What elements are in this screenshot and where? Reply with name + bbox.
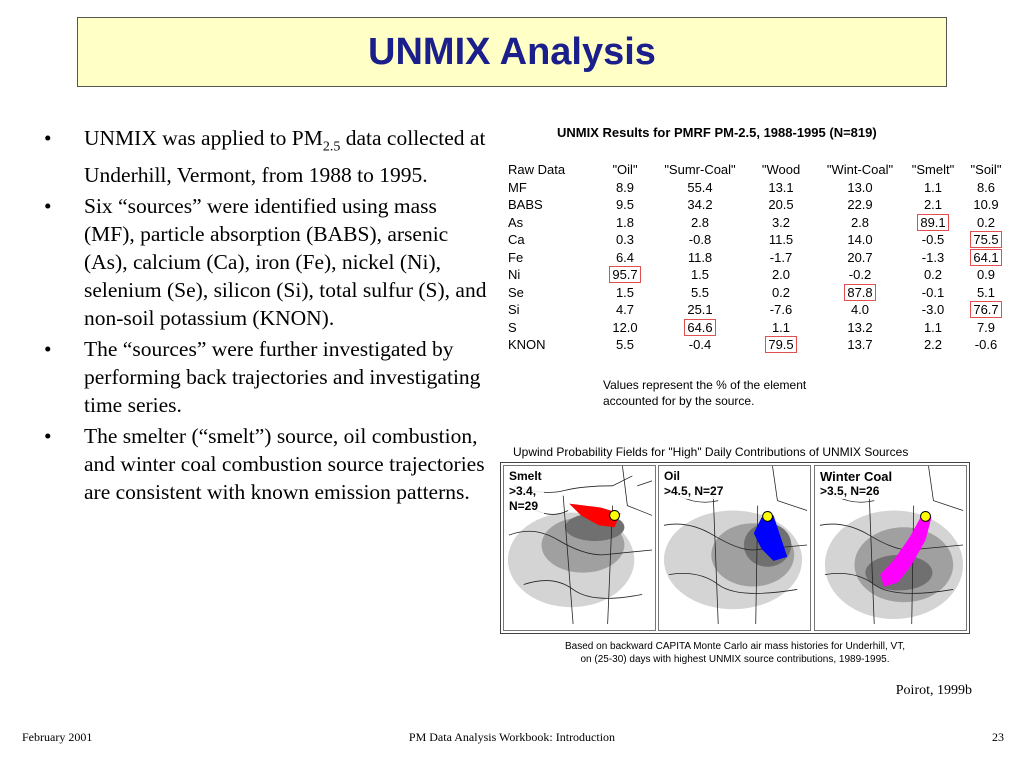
- cell-value: -3.0: [921, 302, 945, 317]
- cell-value: 4.7: [615, 302, 635, 317]
- map-label-line: Oil: [664, 469, 681, 483]
- table-cell: [904, 336, 962, 354]
- site-marker: [921, 511, 931, 521]
- table-cell: [816, 196, 904, 214]
- table-header-cell: "Soil": [970, 162, 1002, 177]
- cell-value: 34.2: [687, 197, 713, 212]
- map-winter-coal: [814, 465, 967, 631]
- table-cell: [816, 266, 904, 284]
- cell-value: -1.7: [769, 249, 793, 265]
- row-label: Fe: [508, 249, 524, 265]
- table-cell: [904, 179, 962, 197]
- cell-value: 1.8: [615, 214, 635, 230]
- cell-value: 5.5: [615, 337, 635, 352]
- cell-value: 13.2: [847, 319, 873, 335]
- title-box: [77, 17, 947, 87]
- table-cell: [654, 266, 746, 284]
- table-header-cell: "Wint-Coal": [826, 162, 894, 177]
- table-cell: [746, 214, 816, 232]
- table-cell: [746, 231, 816, 249]
- cell-value: 9.5: [615, 197, 635, 212]
- map-smelt: [503, 465, 656, 631]
- cell-value: 2.8: [850, 214, 870, 230]
- map-label-smelt: [507, 469, 544, 514]
- table-row: [500, 284, 1010, 302]
- bullet-item: [44, 124, 489, 189]
- row-label: Se: [508, 284, 524, 300]
- cell-value: 87.8: [844, 284, 875, 301]
- cell-value: 6.4: [615, 249, 635, 265]
- cell-value: 20.7: [847, 249, 873, 265]
- table-cell: [904, 301, 962, 319]
- table-cell: [654, 336, 746, 354]
- table-cell: [816, 179, 904, 197]
- table-row: [500, 319, 1010, 337]
- map-label-line: Smelt: [509, 469, 542, 483]
- table-row: [500, 196, 1010, 214]
- table-cell: [596, 231, 654, 249]
- table-cell: [654, 301, 746, 319]
- cell-value: 13.7: [847, 337, 873, 352]
- table-row: [500, 179, 1010, 197]
- table-cell: [654, 179, 746, 197]
- table-cell: [904, 284, 962, 302]
- table-row: [500, 249, 1010, 267]
- table-cell: [962, 214, 1010, 232]
- cell-value: 89.1: [917, 214, 948, 231]
- table-cell: [904, 214, 962, 232]
- cell-value: 11.5: [768, 232, 794, 247]
- cell-value: 8.6: [976, 179, 996, 195]
- figure-caption: [505, 640, 965, 666]
- row-label: Ni: [508, 267, 521, 282]
- cell-value: 1.5: [690, 267, 710, 282]
- table-row: [500, 231, 1010, 249]
- table-cell: [962, 179, 1010, 197]
- table-note-line: Values represent the % of the element: [603, 378, 807, 392]
- table-cell: [816, 319, 904, 337]
- row-label: MF: [508, 179, 527, 195]
- map-label-line: N=29: [509, 499, 539, 513]
- row-label: Ca: [508, 232, 525, 247]
- table-body: [500, 179, 1010, 354]
- table-cell: [904, 231, 962, 249]
- table-cell: [596, 249, 654, 267]
- cell-value: 22.9: [847, 197, 873, 212]
- cell-value: -0.4: [688, 337, 712, 352]
- cell-value: 2.0: [771, 267, 791, 282]
- table-cell: [962, 266, 1010, 284]
- footer-title: PM Data Analysis Workbook: Introduction: [408, 730, 616, 744]
- cell-value: 1.1: [923, 179, 943, 195]
- cell-value: 2.2: [923, 337, 943, 352]
- caption-line: Based on backward CAPITA Monte Carlo air mass histories for Underhill, VT,: [565, 641, 905, 652]
- map-panel: [500, 462, 970, 634]
- map-oil: [658, 465, 811, 631]
- table-cell: [654, 284, 746, 302]
- cell-value: 0.2: [771, 284, 791, 300]
- table-cell: [746, 266, 816, 284]
- table-cell: [596, 196, 654, 214]
- bullet-subscript: 2.5: [322, 139, 341, 155]
- table-cell: [962, 231, 1010, 249]
- table-cell: [596, 319, 654, 337]
- cell-value: 76.7: [970, 301, 1001, 318]
- table-cell: [746, 319, 816, 337]
- table-cell: [654, 249, 746, 267]
- cell-value: 14.0: [847, 232, 873, 247]
- cell-value: 0.9: [976, 267, 996, 282]
- cell-value: 4.0: [850, 302, 870, 317]
- map-label-line: >3.5, N=26: [820, 484, 880, 498]
- table-cell: [596, 301, 654, 319]
- cell-value: -0.6: [974, 337, 998, 352]
- cell-value: 20.5: [768, 197, 794, 212]
- table-cell: [746, 196, 816, 214]
- table-cell: [746, 301, 816, 319]
- table-cell: [654, 319, 746, 337]
- table-title: UNMIX Results for PMRF PM-2.5, 1988-1995 (N=819): [557, 125, 877, 140]
- table-row: [500, 336, 1010, 354]
- cell-value: 2.1: [923, 197, 943, 212]
- cell-value: 5.1: [976, 284, 996, 300]
- bullet-text: UNMIX was applied to PM: [84, 126, 323, 150]
- table-cell: [596, 336, 654, 354]
- cell-value: 2.8: [690, 214, 710, 230]
- bullet-list: [44, 124, 489, 509]
- table-cell: [816, 284, 904, 302]
- table-cell: [904, 249, 962, 267]
- table-note: [603, 377, 806, 409]
- table-cell: [962, 196, 1010, 214]
- site-marker: [610, 510, 620, 520]
- row-label: S: [508, 319, 517, 335]
- cell-value: 11.8: [687, 249, 713, 265]
- table-header-cell: "Wood: [761, 162, 801, 177]
- site-marker: [763, 511, 773, 521]
- table-cell: [596, 179, 654, 197]
- bullet-text: The “sources” were further investigated by performing back trajectories and investigating time series.: [84, 337, 481, 418]
- page-title: UNMIX Analysis: [368, 30, 656, 73]
- table-header-row: [500, 161, 1010, 179]
- row-label: Si: [508, 302, 520, 317]
- table-cell: [746, 179, 816, 197]
- cell-value: 0.3: [615, 232, 635, 247]
- cell-value: 7.9: [976, 319, 996, 335]
- cell-value: 0.2: [923, 267, 943, 282]
- cell-value: 12.0: [612, 319, 638, 335]
- figure-title: Upwind Probability Fields for "High" Daily Contributions of UNMIX Sources: [513, 445, 909, 459]
- table-cell: [816, 231, 904, 249]
- map-label-winter-coal: [818, 469, 894, 499]
- cell-value: 1.1: [771, 319, 791, 335]
- table-cell: [654, 231, 746, 249]
- map-label-line: >4.5, N=27: [664, 484, 724, 498]
- table-cell: [654, 214, 746, 232]
- table-cell: [904, 196, 962, 214]
- citation: Poirot, 1999b: [895, 683, 972, 698]
- bullet-item: [44, 422, 489, 506]
- table-header-cell: "Oil": [612, 162, 638, 177]
- footer-date: February 2001: [22, 730, 93, 744]
- bullet-item: [44, 192, 489, 332]
- table-cell: [904, 319, 962, 337]
- bullet-dot: •: [44, 424, 52, 449]
- cell-value: 25.1: [687, 302, 713, 317]
- table-cell: [596, 284, 654, 302]
- table-cell: [962, 284, 1010, 302]
- table-cell: [816, 336, 904, 354]
- cell-value: 55.4: [687, 179, 713, 195]
- bullet-dot: •: [44, 126, 52, 150]
- table-header-cell: "Smelt": [911, 162, 955, 177]
- table-cell: [816, 301, 904, 319]
- table-row: [500, 266, 1010, 284]
- table-cell: [746, 284, 816, 302]
- bullet-text: data collected at Underhill, Vermont, from 1988 to 1995.: [84, 126, 486, 188]
- map-label-line: >3.4,: [509, 484, 537, 498]
- cell-value: -7.6: [769, 302, 793, 317]
- table-cell: [962, 249, 1010, 267]
- cell-value: 8.9: [615, 179, 635, 195]
- table-cell: [816, 249, 904, 267]
- table-note-line: accounted for by the source.: [603, 394, 755, 408]
- cell-value: 10.9: [973, 197, 999, 212]
- map-label-oil: [662, 469, 725, 499]
- bullet-item: [44, 335, 489, 419]
- cell-value: -0.1: [921, 284, 945, 300]
- cell-value: 79.5: [765, 336, 796, 353]
- table-cell: [904, 266, 962, 284]
- table-row: [500, 301, 1010, 319]
- table-cell: [962, 319, 1010, 337]
- cell-value: 64.6: [684, 319, 715, 336]
- table-row: [500, 214, 1010, 232]
- table-header-cell: "Sumr-Coal": [664, 162, 736, 177]
- cell-value: 75.5: [970, 231, 1001, 248]
- page-number: 23: [992, 730, 1004, 744]
- cell-value: 1.1: [923, 319, 943, 335]
- cell-value: -0.2: [848, 267, 872, 282]
- map-label-line: Winter Coal: [820, 469, 893, 484]
- row-label: KNON: [508, 337, 546, 352]
- cell-value: 0.2: [976, 214, 996, 230]
- cell-value: 5.5: [690, 284, 710, 300]
- cell-value: 3.2: [771, 214, 791, 230]
- cell-value: 64.1: [970, 249, 1001, 266]
- table-cell: [962, 336, 1010, 354]
- row-label: As: [508, 214, 524, 230]
- unmix-results-table: [500, 161, 1010, 354]
- table-cell: [962, 301, 1010, 319]
- row-label: BABS: [508, 197, 543, 212]
- table-cell: [596, 266, 654, 284]
- cell-value: 13.1: [768, 179, 794, 195]
- table-cell: [746, 336, 816, 354]
- cell-value: 13.0: [847, 179, 873, 195]
- bullet-text: Six “sources” were identified using mass (MF), particle absorption (BABS), arsenic (As), calcium (Ca), iron (Fe), nickel (Ni), selenium (Se), silicon (Si), total sulfur (S), and non-soil potassium (KNON).: [84, 194, 487, 331]
- cell-value: -0.5: [921, 232, 945, 247]
- cell-value: 1.5: [615, 284, 635, 300]
- table-cell: [816, 214, 904, 232]
- table-cell: [746, 249, 816, 267]
- table-header-cell: Raw Data: [508, 162, 566, 177]
- caption-line: on (25-30) days with highest UNMIX source contributions, 1989-1995.: [580, 654, 890, 665]
- cell-value: 95.7: [609, 266, 640, 283]
- table-cell: [596, 214, 654, 232]
- bullet-dot: •: [44, 194, 52, 219]
- cell-value: -0.8: [688, 232, 712, 247]
- bullet-dot: •: [44, 337, 52, 362]
- cell-value: -1.3: [921, 249, 945, 265]
- table-cell: [654, 196, 746, 214]
- bullet-text: The smelter (“smelt”) source, oil combustion, and winter coal combustion source trajectories are consistent with known emission patterns.: [84, 424, 485, 505]
